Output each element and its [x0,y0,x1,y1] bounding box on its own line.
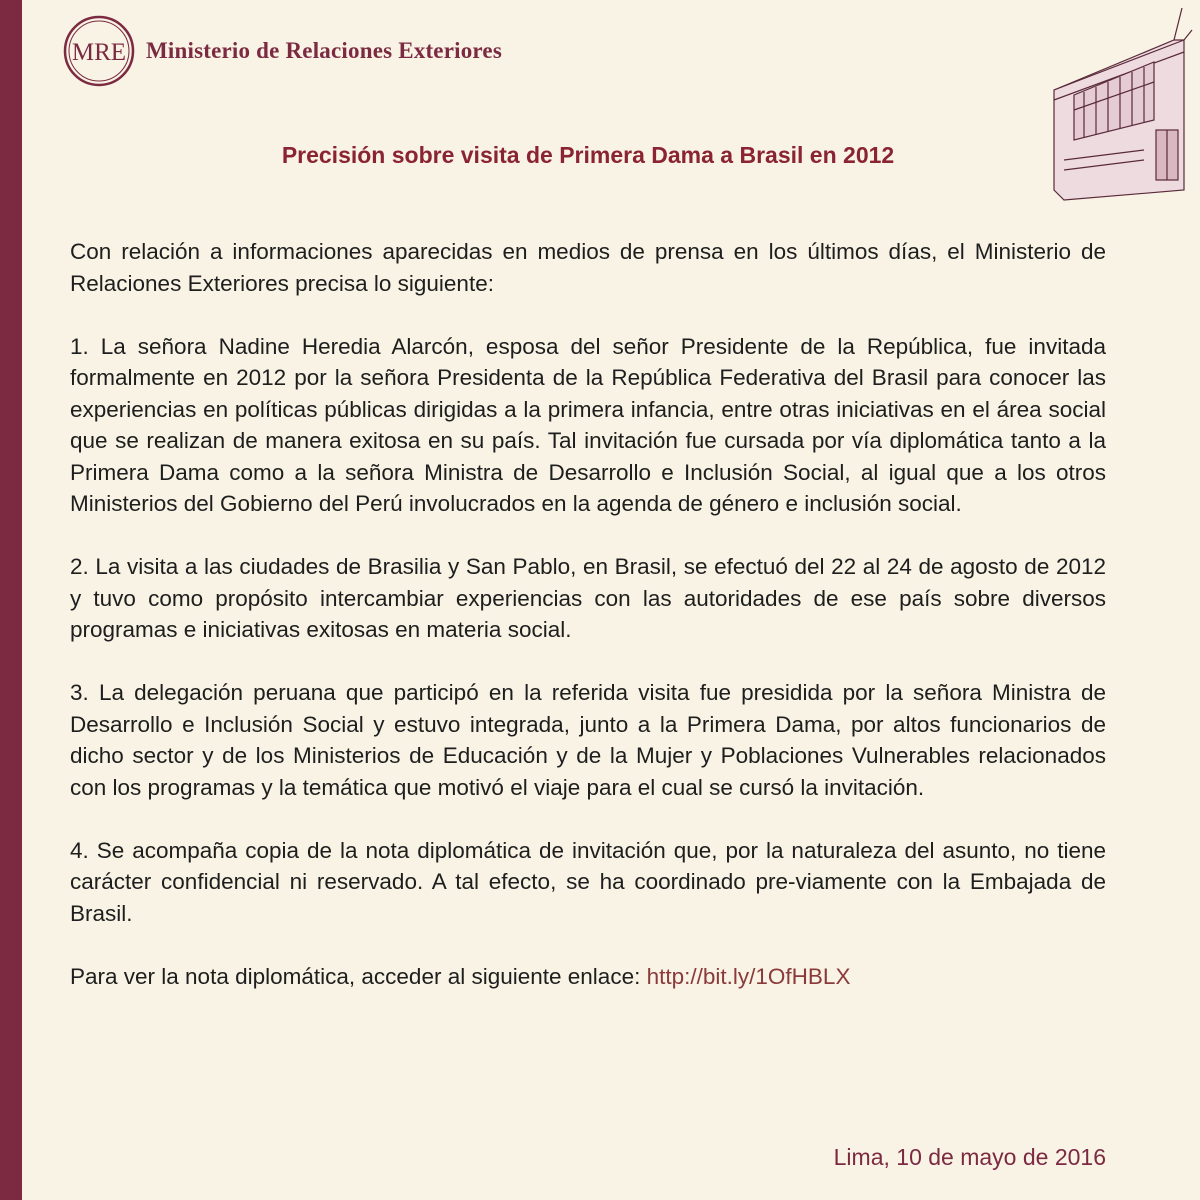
ministry-name: Ministerio de Relaciones Exteriores [146,38,502,63]
intro-paragraph: Con relación a informaciones aparecidas en medios de prensa en los últimos días, el Ministerio de Relaciones Exteriores precisa lo siguiente: [70,239,1106,296]
colonial-building-illustration [1034,0,1194,210]
point-4-paragraph: 4. Se acompaña copia de la nota diplomática de invitación que, por la naturaleza del asunto, no tiene carácter confidencial ni reservado. A tal efecto, se ha coordinado pre-viamente con la Embajada de Brasil. [70,837,1106,926]
side-bar [0,0,22,1200]
point-3-paragraph: 3. La delegación peruana que participó en la referida visita fue presidida por la señora Ministra de Desarrollo e Inclusión Social y estuvo integrada, junto a la Primera Dama, por altos funcionarios de dicho sector y de los Ministerios de Educación y de la Mujer y Poblaciones Vulnerables relacionados con los programas y la temática que motivó el viaje para el cual se cursó la invitación. [70,680,1106,800]
document-body [70,236,1106,1024]
point-1-paragraph: 1. La señora Nadine Heredia Alarcón, esposa del señor Presidente de la República, fue invitada formalmente en 2012 por la señora Presidenta de la República Federativa del Brasil para conocer las experiencias en políticas públicas dirigidas a la primera infancia, entre otras iniciativas en el área social que se realizan de manera exitosa en su país. Tal invitación fue cursada por vía diplomática tanto a la Primera Dama como a la señora Ministra de Desarrollo e Inclusión Social, al igual que a los otros Ministerios del Gobierno del Perú involucrados en la agenda de género e inclusión social. [70,333,1106,516]
mre-logo-text: MRE [71,39,127,66]
header [62,16,502,86]
point-2-paragraph: 2. La visita a las ciudades de Brasilia y San Pablo, en Brasil, se efectuó del 22 al 24 de agosto de 2012 y tuvo como propósito intercambiar experiencias con las autoridades de ese país sobre diversos programas e iniciativas exitosas en materia social. [70,554,1106,642]
mre-seal-logo [62,14,136,88]
place-date: Lima, 10 de mayo de 2016 [833,1144,1106,1170]
link-prefix: Para ver la nota diplomática, acceder al siguiente enlace: [70,963,641,989]
diplomatic-note-link[interactable]: http://bit.ly/1OfHBLX [646,963,851,989]
document-title: Precisión sobre visita de Primera Dama a Brasil en 2012 [281,142,895,168]
link-paragraph [70,961,1106,993]
